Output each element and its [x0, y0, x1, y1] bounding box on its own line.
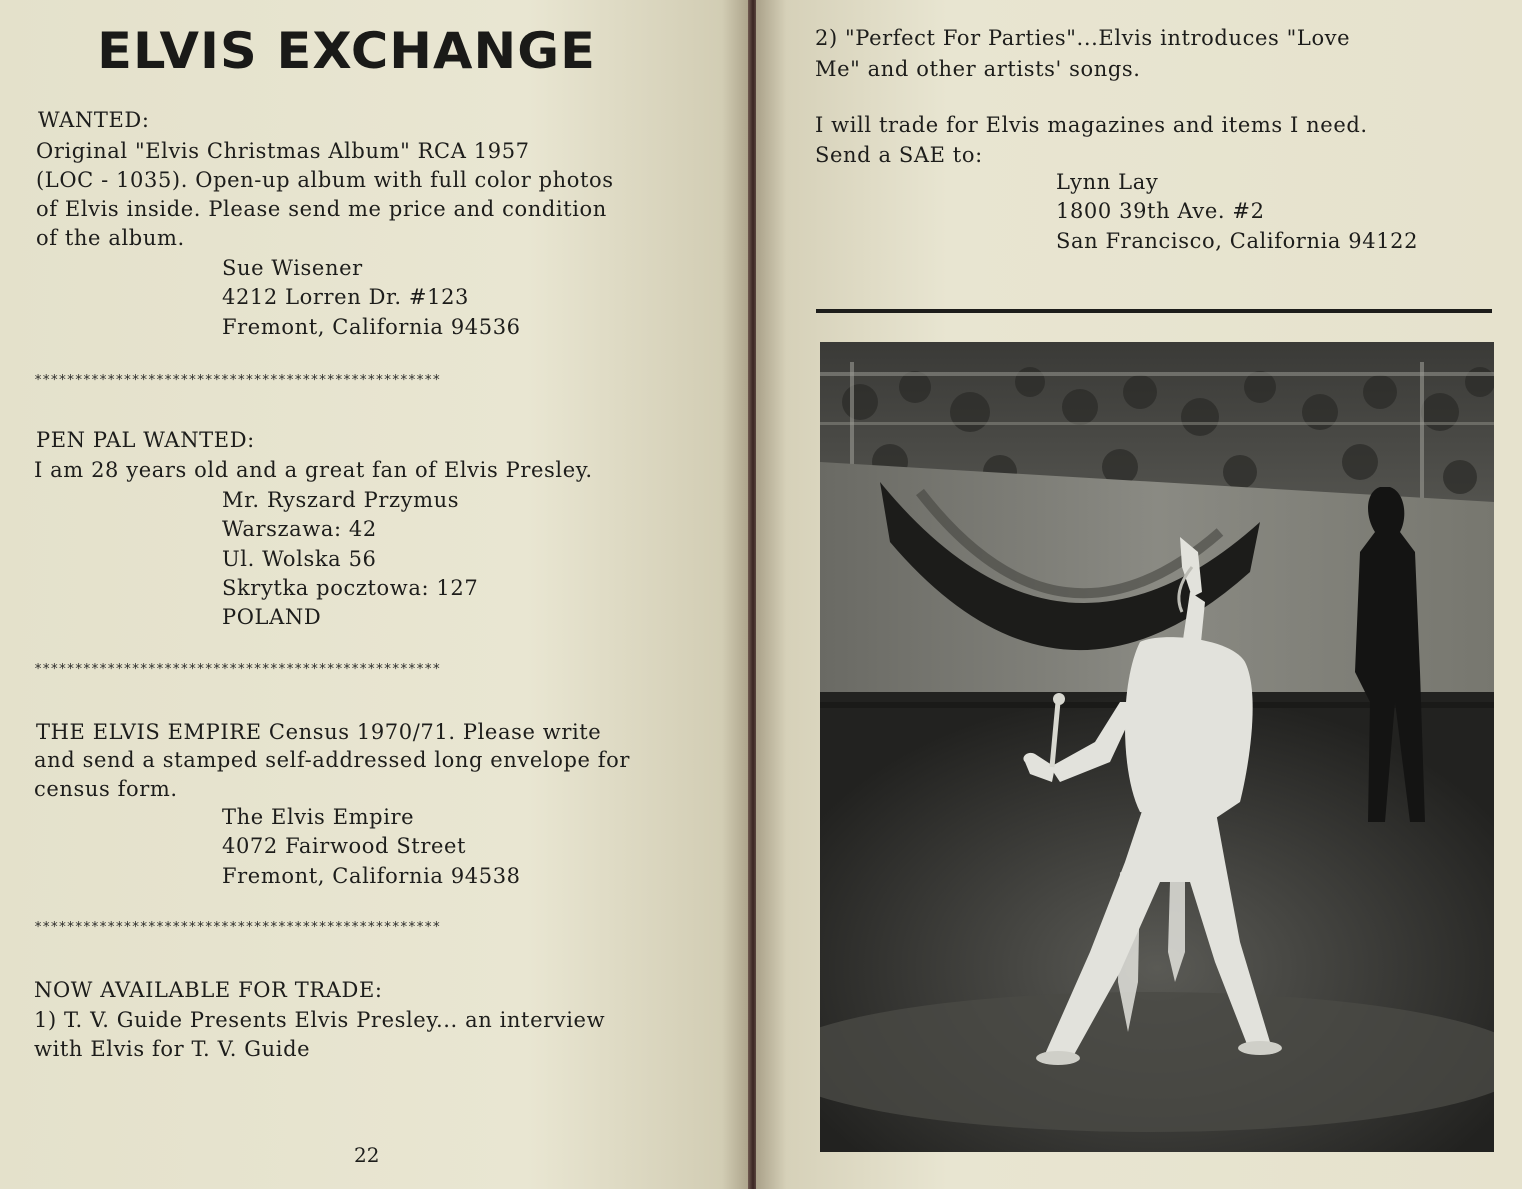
ad4-line: with Elvis for T. V. Guide	[34, 1037, 311, 1061]
address-line: 4072 Fairwood Street	[222, 834, 467, 859]
lynn-lay-address	[1056, 168, 1418, 256]
page-number: 22	[354, 1143, 380, 1167]
address-line: Sue Wisener	[222, 256, 363, 280]
address-line: Warszawa: 42	[222, 517, 377, 542]
address-line: The Elvis Empire	[222, 805, 415, 829]
ad2-address	[222, 486, 478, 632]
ad2-heading: PEN PAL WANTED:	[36, 428, 255, 452]
address-line: Ul. Wolska 56	[222, 546, 377, 571]
horizontal-rule	[816, 309, 1492, 313]
ad4-continued-line: Me" and other artists' songs.	[815, 57, 1141, 81]
separator: **************************************************	[34, 661, 441, 677]
ad1-line: Original "Elvis Christmas Album" RCA 1957	[36, 139, 530, 163]
address-line: POLAND	[222, 605, 322, 630]
ad2-line: I am 28 years old and a great fan of Elvis Presley.	[34, 458, 593, 482]
address-line: Skrytka pocztowa: 127	[222, 575, 479, 600]
ad3-line: census form.	[34, 777, 178, 801]
address-line: Fremont, California 94538	[222, 863, 521, 888]
ad1-line: of Elvis inside. Please send me price and condition	[36, 197, 607, 221]
ad3-line: and send a stamped self-addressed long envelope for	[34, 748, 631, 772]
ad1-line: of the album.	[36, 226, 185, 250]
address-line: 1800 39th Ave. #2	[1056, 199, 1265, 224]
trade-line: I will trade for Elvis magazines and items I need.	[815, 113, 1368, 137]
left-page	[0, 0, 752, 1189]
address-line: Lynn Lay	[1056, 170, 1159, 194]
address-line: Mr. Ryszard Przymus	[222, 488, 460, 512]
ad4-heading: NOW AVAILABLE FOR TRADE:	[34, 978, 383, 1002]
elvis-performance-photo	[820, 342, 1494, 1152]
trade-line: Send a SAE to:	[815, 143, 983, 167]
ad3-line: THE ELVIS EMPIRE Census 1970/71. Please write	[36, 720, 602, 744]
separator: **************************************************	[34, 372, 441, 388]
address-line: San Francisco, California 94122	[1056, 228, 1419, 253]
address-line: 4212 Lorren Dr. #123	[222, 285, 470, 310]
ad4-continued-line: 2) "Perfect For Parties"...Elvis introduces "Love	[815, 26, 1351, 50]
ad1-line: (LOC - 1035). Open-up album with full color photos	[36, 168, 614, 192]
separator: **************************************************	[34, 919, 441, 935]
ad3-address	[222, 803, 521, 891]
ad4-line: 1) T. V. Guide Presents Elvis Presley... an interview	[34, 1008, 606, 1032]
page-title: ELVIS EXCHANGE	[97, 22, 596, 80]
address-line: Fremont, California 94536	[222, 314, 521, 339]
ad1-address	[222, 254, 521, 342]
ad1-heading: WANTED:	[38, 108, 150, 132]
photo-illustration	[820, 342, 1494, 1152]
